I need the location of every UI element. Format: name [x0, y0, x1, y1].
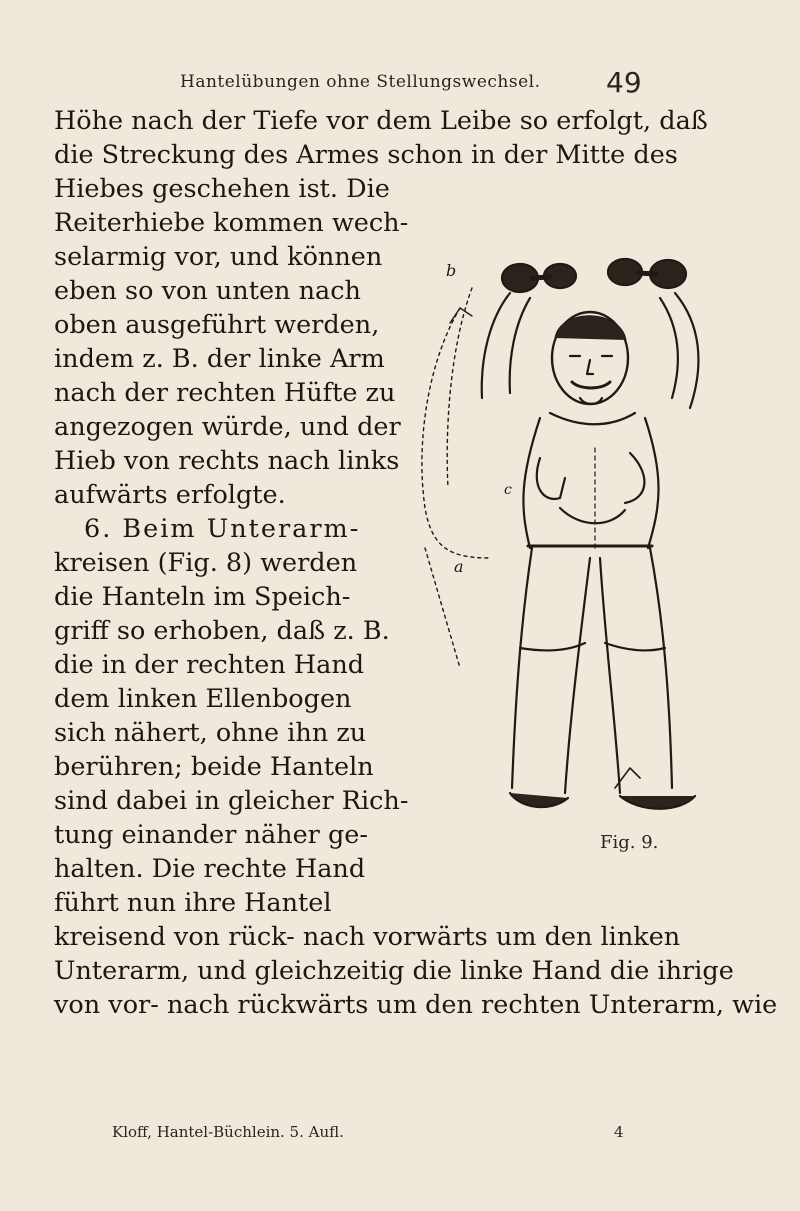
- left-leg-inner: [565, 558, 590, 793]
- text-line: führt nun ihre Hantel: [54, 888, 332, 918]
- text-line: angezogen würde, und der: [54, 412, 401, 442]
- dumbbell-left-top: [502, 264, 576, 292]
- figure-caption: Fig. 9.: [600, 832, 659, 853]
- text-line: eben so von unten nach: [54, 276, 361, 306]
- left-arm: [482, 293, 510, 398]
- text-line: griff so erhoben, daß z. B.: [54, 616, 390, 646]
- figure-label-a: a: [454, 557, 464, 576]
- right-foot: [620, 796, 695, 809]
- right-leg-outer: [650, 548, 672, 788]
- text-line: kreisen (Fig. 8) werden: [54, 548, 358, 578]
- dumbbell-right-top: [608, 259, 686, 288]
- page-number: 49: [606, 66, 642, 99]
- text-line: die Streckung des Armes schon in der Mitte des: [54, 140, 678, 170]
- text-line: Reiterhiebe kommen wech-: [54, 208, 409, 238]
- footer-signature-mark: 4: [614, 1123, 624, 1141]
- text-line: sich nähert, ohne ihn zu: [54, 718, 367, 748]
- text-line: sind dabei in gleicher Rich-: [54, 786, 409, 816]
- text-line: selarmig vor, und können: [54, 242, 383, 272]
- figure-label-c: c: [504, 482, 512, 498]
- text-line: berühren; beide Hanteln: [54, 752, 374, 782]
- left-leg-outer: [512, 548, 532, 788]
- text-line: die Hanteln im Speich-: [54, 582, 351, 612]
- text-line: dem linken Ellenbogen: [54, 684, 352, 714]
- running-header: Hantelübungen ohne Stellungswechsel.: [180, 72, 541, 92]
- text-line: halten. Die rechte Hand: [54, 854, 366, 884]
- text-line: indem z. B. der linke Arm: [54, 344, 385, 374]
- motion-path-dotted: [422, 308, 490, 558]
- right-leg-inner: [600, 558, 620, 793]
- text-line: aufwärts erfolgte.: [54, 480, 286, 510]
- text-line: Höhe nach der Tiefe vor dem Leibe so erfolgt, daß: [54, 106, 708, 136]
- footer-imprint: Kloff, Hantel-Büchlein. 5. Aufl.: [112, 1123, 344, 1141]
- text-line: die in der rechten Hand: [54, 650, 365, 680]
- left-foot: [510, 793, 568, 807]
- text-line: nach der rechten Hüfte zu: [54, 378, 396, 408]
- torso-right: [645, 418, 659, 548]
- head: [552, 312, 628, 404]
- text-line: oben ausgeführt werden,: [54, 310, 380, 340]
- text-line: Hiebes geschehen ist. Die: [54, 174, 390, 204]
- text-line: Unterarm, und gleichzeitig die linke Hand die ihrige: [54, 956, 734, 986]
- section-heading-line: 6. Beim Unterarm-: [84, 514, 361, 544]
- figure-9-illustration: [420, 248, 750, 828]
- text-line: Hieb von rechts nach links: [54, 446, 400, 476]
- figure-label-b: b: [446, 261, 457, 280]
- text-line: tung einander näher ge-: [54, 820, 368, 850]
- motion-path-dotted-inner: [447, 288, 472, 488]
- text-line: kreisend von rück- nach vorwärts um den linken: [54, 922, 681, 952]
- text-line: von vor- nach rückwärts um den rechten Unterarm, wie: [54, 990, 778, 1020]
- left-forearm: [537, 458, 565, 499]
